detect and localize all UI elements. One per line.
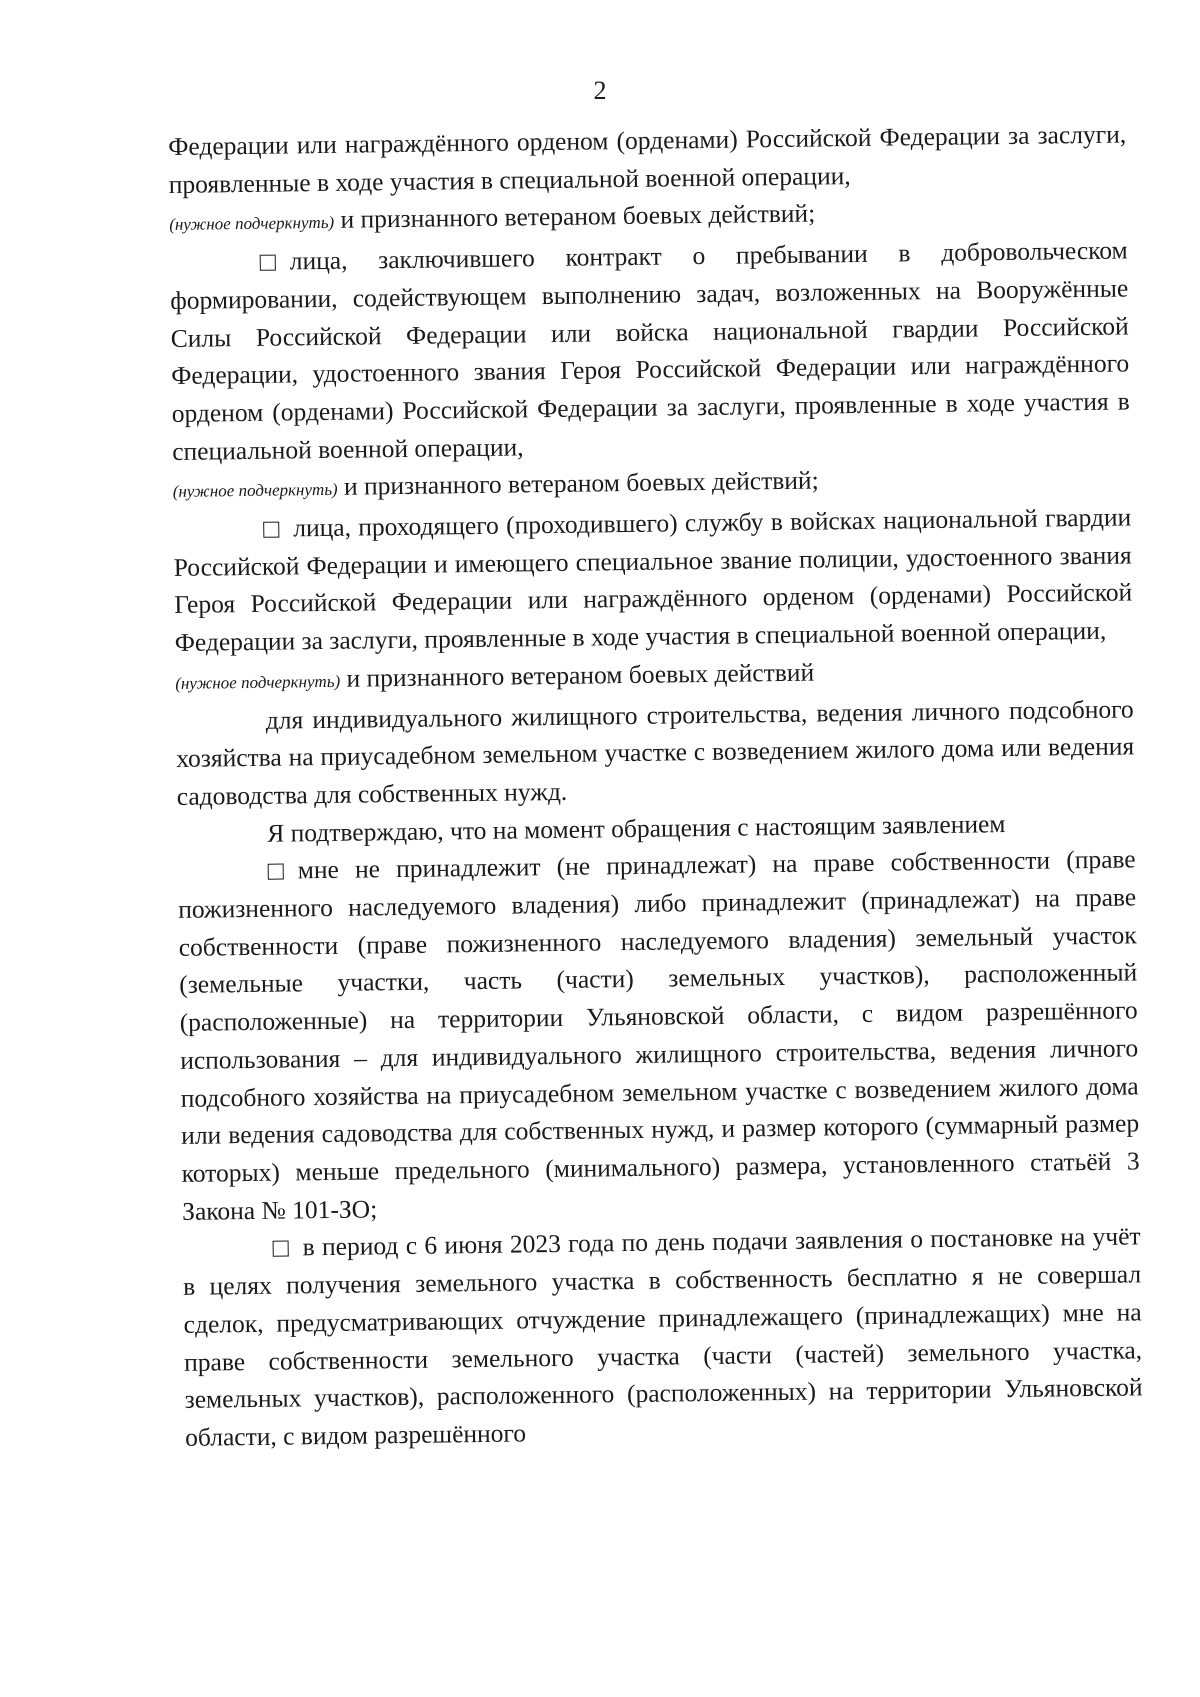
checkbox-no-land-owned[interactable] [268,864,284,880]
option-text: лица, заключившего контракт о пребывании в добровольческом формировании, содействующем выполнению задач, возложенных на Вооружённые Силы Российской Федерации или войска национальной гвардии Российской Федерации, удостоенного звания Героя Российской Федерации или награждённого орденом (орденами) Российской Федерации за заслуги, проявленные в ходе участия в специальной военной операции, [170,235,1130,466]
checkbox-no-transactions[interactable] [273,1241,289,1257]
option-text: лица, проходящего (проходившего) службу в войсках национальной гвардии Российской Федерации и имеющего специальное звание полиции, удостоенного звания Героя Российской Федерации или награждённого орденом (орденами) Российской Федерации за заслуги, проявленные в ходе участия в специальной военной операции, [173,502,1133,658]
option-text: мне не принадлежит (не принадлежат) на праве собственности (праве пожизненного наследуемого владения) либо принадлежит (принадлежат) на праве собственности (праве пожизненного наследуемого владения) земельный участок (земельные участки, часть (части) земельных участков), расположенный (расположенные) на территории Ульяновской области, с видом разрешённого использования – для индивидуального жилищного строительства, ведения личного подсобного хозяйства на приусадебном земельном участке с возведением жилого дома или ведения садоводства для собственных нужд, и размер которого (суммарный размер которых) меньше предельного (минимального) размера, установленного статьёй 3 Закона № 101-ЗО; [178,844,1140,1226]
document-body [168,115,1143,1456]
option-tail: и признанного ветераном боевых действий [339,657,815,693]
option-text: в период с 6 июня 2023 года по день подачи заявления о постановке на учёт в целях получения земельного участка в собственность бесплатно я не совершал сделок, предусматривающих отчуждение принадлежащего (принадлежащих) мне на праве собственности земельного участка (части (частей) земельного участка, земельных участков), расположенного (расположенных) на территории Ульяновской области, с видом разрешённого [182,1221,1143,1452]
underline-note: (нужное подчеркнуть) [169,213,335,235]
paragraph-text: Федерации или награждённого орденом (орденами) Российской Федерации за заслуги, проявленные в ходе участия в специальной военной операции, [168,119,1127,199]
paragraph-continuation [168,115,1127,244]
checkbox-national-guard[interactable] [263,522,279,538]
underline-note: (нужное подчеркнуть) [172,480,338,502]
option-no-land-owned [177,841,1140,1231]
option-national-guard [173,498,1133,702]
checkbox-volunteer-formation[interactable] [260,255,276,271]
option-no-transactions [182,1218,1143,1457]
page-number: 2 [593,76,607,105]
paragraph-tail: и признанного ветераном боевых действий; [333,198,816,235]
underline-note: (нужное подчеркнуть) [175,671,341,693]
paragraph-confirmation: Я подтверждаю, что на момент обращения с настоящим заявлением [267,808,1006,848]
option-volunteer-formation [170,232,1131,511]
option-tail: и признанного ветераном боевых действий; [337,465,819,502]
paragraph-purpose: для индивидуального жилищного строительства, ведения личного подсобного хозяйства на приусадебном земельном участке с возведением жилого дома или ведения садоводства для собственных нужд. [176,693,1135,811]
